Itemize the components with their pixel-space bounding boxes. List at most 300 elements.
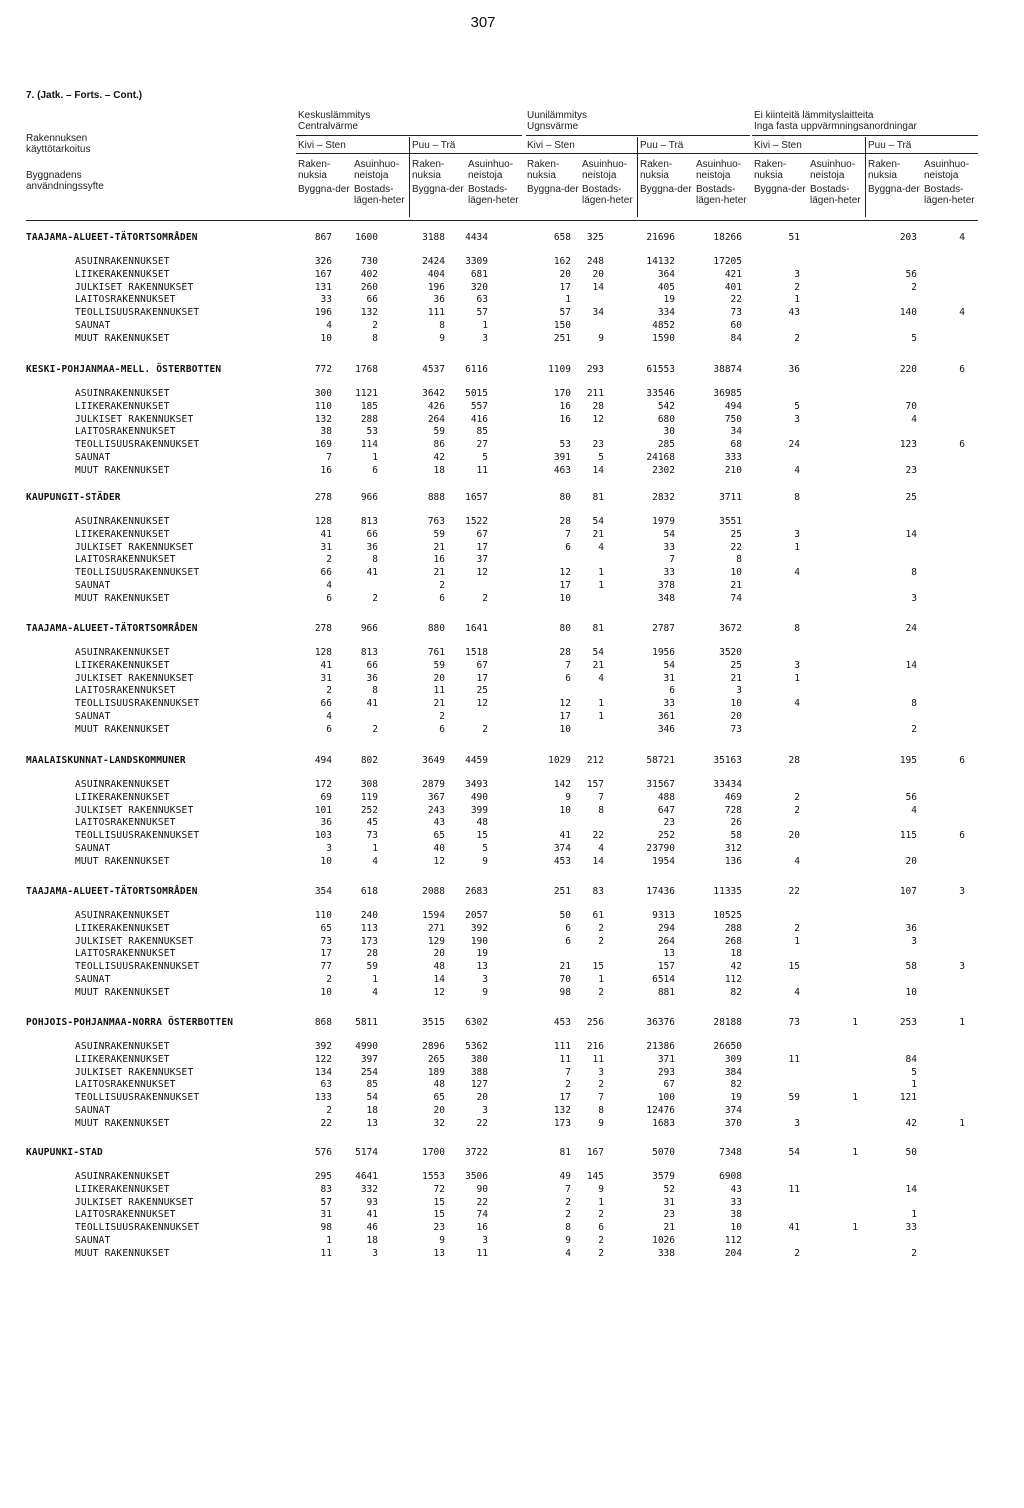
table-cell: 98 (559, 986, 571, 998)
table-cell: 132 (553, 1105, 571, 1116)
table-cell: 658 (553, 232, 571, 243)
col-header-buildings-fi: Raken-nuksia (754, 159, 787, 181)
table-cell: 9 (439, 332, 445, 344)
table-cell: 6 (439, 592, 445, 604)
table-cell: 5362 (465, 1041, 488, 1052)
table-cell: 13 (476, 961, 488, 973)
table-cell: 48 (433, 961, 445, 973)
table-cell: 17 (476, 672, 488, 684)
table-cell: 33546 (646, 388, 675, 399)
table-cell: 494 (314, 755, 332, 766)
table-cell: 8 (911, 567, 917, 579)
table-cell: 190 (470, 935, 488, 947)
table-cell: 248 (586, 256, 604, 267)
table-cell: 1956 (652, 647, 675, 658)
table-cell: 17205 (713, 256, 742, 267)
row-label: TEOLLISUUSRAKENNUKSET (75, 307, 200, 319)
table-cell: 3 (736, 685, 742, 697)
table-cell: 32 (433, 1117, 445, 1129)
table-cell: 60 (730, 320, 742, 331)
group-label: MAALAISKUNNAT-LANDSKOMMUNER (26, 755, 186, 766)
table-cell: 34 (730, 426, 742, 438)
table-cell: 23 (592, 439, 604, 451)
table-cell: 12 (476, 698, 488, 710)
table-row (0, 580, 1024, 592)
table-cell: 18 (366, 1235, 378, 1246)
row-label: TEOLLISUUSRAKENNUKSET (75, 830, 200, 842)
row-label: LAITOSRAKENNUKSET (75, 1209, 176, 1221)
col-header-dwellings-sv: Bostads-lägen-heter (354, 184, 405, 206)
table-row (0, 439, 1024, 451)
table-cell: 325 (586, 232, 604, 243)
table-cell: 3 (482, 1105, 488, 1116)
table-cell: 14 (433, 974, 445, 985)
table-cell: 681 (470, 268, 488, 280)
table-cell: 265 (427, 1053, 445, 1065)
table-cell: 4 (794, 464, 800, 476)
table-cell: 2 (482, 723, 488, 735)
row-label: ASUINRAKENNUKSET (75, 1171, 170, 1182)
table-cell: 469 (724, 791, 742, 803)
table-cell: 33 (663, 698, 675, 710)
table-cell: 333 (724, 452, 742, 463)
group1-subtitle: Centralvärme (298, 121, 359, 132)
col-header-dwellings-sv: Bostads-lägen-heter (582, 184, 633, 206)
table-cell: 576 (314, 1147, 332, 1158)
table-cell: 763 (427, 516, 445, 527)
table-cell: 3520 (719, 647, 742, 658)
table-cell: 58721 (646, 755, 675, 766)
table-cell: 288 (724, 922, 742, 934)
table-cell: 170 (553, 388, 571, 399)
table-cell: 3579 (652, 1171, 675, 1182)
table-cell: 6 (565, 935, 571, 947)
table-cell: 2 (598, 922, 604, 934)
table-cell: 8 (372, 554, 378, 566)
table-cell: 3506 (465, 1171, 488, 1182)
table-cell: 1979 (652, 516, 675, 527)
table-cell: 20 (730, 711, 742, 722)
table-cell: 5 (598, 452, 604, 463)
table-cell: 41 (366, 698, 378, 710)
table-cell: 216 (586, 1041, 604, 1052)
table-cell: 401 (724, 281, 742, 293)
table-cell: 72 (433, 1183, 445, 1195)
row-label: ASUINRAKENNUKSET (75, 256, 170, 267)
table-cell: 54 (663, 659, 675, 671)
table-row (0, 910, 1024, 922)
table-cell: 119 (360, 791, 378, 803)
table-cell: 3 (598, 1066, 604, 1078)
table-cell: 354 (314, 886, 332, 897)
table-cell: 2 (794, 1247, 800, 1259)
table-cell: 2 (598, 1079, 604, 1091)
table-cell: 131 (314, 281, 332, 293)
col-header-dwellings-fi: Asuinhuo-neistoja (468, 159, 514, 181)
table-cell: 42 (730, 961, 742, 973)
table-cell: 6514 (652, 974, 675, 985)
table-cell: 557 (470, 400, 488, 412)
table-row (0, 830, 1024, 842)
table-cell: 13 (366, 1117, 378, 1129)
table-cell: 4 (794, 986, 800, 998)
row-label: SAUNAT (75, 1105, 111, 1116)
table-cell: 54 (592, 647, 604, 658)
group-row (0, 886, 1024, 898)
table-cell: 11 (559, 1053, 571, 1065)
table-cell: 8 (565, 1222, 571, 1234)
table-row (0, 987, 1024, 999)
table-cell: 1 (852, 1017, 858, 1028)
table-cell: 17 (559, 580, 571, 591)
table-cell: 10 (559, 592, 571, 604)
table-cell: 25 (730, 659, 742, 671)
group-row (0, 364, 1024, 376)
col-header-buildings-fi: Raken-nuksia (527, 159, 560, 181)
table-cell: 70 (559, 974, 571, 985)
table-cell: 8 (439, 320, 445, 331)
table-cell: 98 (320, 1222, 332, 1234)
divider-g1 (409, 137, 410, 217)
table-cell: 264 (427, 413, 445, 425)
table-cell: 15 (433, 1209, 445, 1221)
table-cell: 84 (905, 1053, 917, 1065)
table-cell: 24 (788, 439, 800, 451)
row-label: ASUINRAKENNUKSET (75, 779, 170, 790)
table-cell: 20 (433, 672, 445, 684)
table-cell: 453 (553, 855, 571, 867)
table-cell: 3 (794, 1117, 800, 1129)
table-cell: 22 (476, 1196, 488, 1208)
table-row (0, 516, 1024, 528)
table-cell: 300 (314, 388, 332, 399)
group-row (0, 755, 1024, 767)
table-cell: 145 (586, 1171, 604, 1182)
table-cell: 1 (598, 711, 604, 722)
table-cell: 966 (360, 492, 378, 503)
table-cell: 56 (905, 268, 917, 280)
table-cell: 3711 (719, 492, 742, 503)
table-cell: 5174 (355, 1147, 378, 1158)
table-row (0, 426, 1024, 438)
row-label: JULKISET RAKENNUKSET (75, 281, 194, 293)
table-cell: 204 (724, 1247, 742, 1259)
row-label: TEOLLISUUSRAKENNUKSET (75, 1222, 200, 1234)
table-cell: 2 (482, 592, 488, 604)
table-cell: 13 (433, 1247, 445, 1259)
table-cell: 12 (476, 567, 488, 579)
table-cell: 308 (360, 779, 378, 790)
table-cell: 28 (592, 400, 604, 412)
group3-rule (752, 135, 978, 136)
table-cell: 20 (788, 830, 800, 842)
table-cell: 2787 (652, 623, 675, 634)
table-row (0, 1079, 1024, 1091)
table-cell: 1109 (548, 364, 571, 375)
table-cell: 5070 (652, 1147, 675, 1158)
row-label: LIIKERAKENNUKSET (75, 400, 170, 412)
table-cell: 8 (736, 554, 742, 566)
table-cell: 7 (326, 452, 332, 463)
table-cell: 86 (433, 439, 445, 451)
table-cell: 58 (905, 961, 917, 973)
col-header-buildings-sv: Byggna-der (527, 184, 579, 195)
table-cell: 220 (899, 364, 917, 375)
continuation-label: 7. (Jatk. – Forts. – Cont.) (26, 90, 143, 101)
row-label: TEOLLISUUSRAKENNUKSET (75, 567, 200, 579)
table-cell: 10525 (713, 910, 742, 921)
table-cell: 34 (592, 307, 604, 319)
table-cell: 966 (360, 623, 378, 634)
table-row (0, 1184, 1024, 1196)
table-cell: 189 (427, 1066, 445, 1078)
table-cell: 3642 (422, 388, 445, 399)
table-cell: 404 (427, 268, 445, 280)
table-cell: 7348 (719, 1147, 742, 1158)
table-cell: 12 (433, 855, 445, 867)
table-cell: 112 (724, 1235, 742, 1246)
table-cell: 3672 (719, 623, 742, 634)
table-cell: 150 (553, 320, 571, 331)
table-cell: 2057 (465, 910, 488, 921)
col-header-dwellings-sv: Bostads-lägen-heter (810, 184, 861, 206)
table-cell: 122 (314, 1053, 332, 1065)
table-cell: 81 (592, 492, 604, 503)
table-cell: 85 (476, 426, 488, 438)
table-cell: 3 (959, 961, 965, 973)
table-row (0, 465, 1024, 477)
table-cell: 1 (326, 1235, 332, 1246)
row-label: JULKISET RAKENNUKSET (75, 804, 194, 816)
table-cell: 2424 (422, 256, 445, 267)
table-cell: 8 (372, 332, 378, 344)
table-cell: 66 (320, 698, 332, 710)
table-cell: 8 (372, 685, 378, 697)
row-label-fi: Rakennuksen käyttötarkoitus (26, 133, 91, 155)
divider-g3 (865, 137, 866, 217)
table-cell: 1518 (465, 647, 488, 658)
table-cell: 27 (476, 439, 488, 451)
table-row (0, 593, 1024, 605)
table-cell: 110 (314, 910, 332, 921)
table-cell: 37 (476, 554, 488, 566)
table-cell: 133 (314, 1092, 332, 1104)
table-cell: 326 (314, 256, 332, 267)
table-cell: 1 (959, 1017, 965, 1028)
table-cell: 50 (905, 1147, 917, 1158)
table-cell: 293 (586, 364, 604, 375)
table-cell: 128 (314, 647, 332, 658)
group1-rule (296, 135, 522, 136)
table-cell: 251 (553, 332, 571, 344)
group-label: TAAJAMA-ALUEET-TÄTORTSOMRÅDEN (26, 886, 198, 897)
table-cell: 3 (326, 843, 332, 854)
table-cell: 21696 (646, 232, 675, 243)
table-cell: 5811 (355, 1017, 378, 1028)
table-cell: 2 (439, 711, 445, 722)
table-cell: 66 (366, 528, 378, 540)
material-g3-wood: Puu – Trä (868, 140, 912, 151)
table-cell: 4 (598, 843, 604, 854)
table-cell: 35163 (713, 755, 742, 766)
table-cell: 9313 (652, 910, 675, 921)
table-cell: 6302 (465, 1017, 488, 1028)
table-cell: 61 (592, 910, 604, 921)
table-row (0, 792, 1024, 804)
table-cell: 134 (314, 1066, 332, 1078)
table-cell: 69 (320, 791, 332, 803)
table-cell: 618 (360, 886, 378, 897)
col-header-dwellings-fi: Asuinhuo-neistoja (924, 159, 970, 181)
group3-subtitle: Inga fasta uppvärmningsanordningar (754, 121, 917, 132)
table-cell: 2879 (422, 779, 445, 790)
table-cell: 772 (314, 364, 332, 375)
table-cell: 3 (794, 268, 800, 280)
table-cell: 4641 (355, 1171, 378, 1182)
table-cell: 397 (360, 1053, 378, 1065)
table-cell: 7 (598, 1092, 604, 1104)
table-cell: 51 (788, 232, 800, 243)
table-cell: 73 (788, 1017, 800, 1028)
table-row (0, 333, 1024, 345)
table-cell: 61553 (646, 364, 675, 375)
table-cell: 240 (360, 910, 378, 921)
table-cell: 3309 (465, 256, 488, 267)
group-label: KAUPUNKI-STAD (26, 1147, 103, 1158)
table-cell: 173 (553, 1117, 571, 1129)
table-row (0, 1092, 1024, 1104)
table-cell: 14 (905, 659, 917, 671)
table-cell: 7 (565, 1183, 571, 1195)
table-row (0, 647, 1024, 659)
table-row (0, 567, 1024, 579)
table-cell: 1 (959, 1117, 965, 1129)
table-cell: 453 (553, 1017, 571, 1028)
table-cell: 4990 (355, 1041, 378, 1052)
table-cell: 19 (730, 1092, 742, 1104)
table-cell: 36 (366, 672, 378, 684)
table-cell: 9 (482, 855, 488, 867)
table-cell: 9 (598, 332, 604, 344)
table-row (0, 1054, 1024, 1066)
table-cell: 167 (586, 1147, 604, 1158)
table-cell: 802 (360, 755, 378, 766)
table-cell: 16 (476, 1222, 488, 1234)
table-cell: 100 (657, 1092, 675, 1104)
table-cell: 36 (433, 294, 445, 306)
table-cell: 10 (730, 567, 742, 579)
table-cell: 195 (899, 755, 917, 766)
table-cell: 41 (320, 659, 332, 671)
row-label: TEOLLISUUSRAKENNUKSET (75, 698, 200, 710)
table-cell: 21 (730, 672, 742, 684)
row-label: SAUNAT (75, 974, 111, 985)
table-cell: 41 (320, 528, 332, 540)
table-row (0, 711, 1024, 723)
table-row (0, 843, 1024, 855)
col-header-buildings-fi: Raken-nuksia (868, 159, 901, 181)
table-cell: 115 (899, 830, 917, 842)
table-cell: 294 (657, 922, 675, 934)
table-cell: 140 (899, 307, 917, 319)
table-cell: 12 (559, 698, 571, 710)
table-cell: 45 (366, 817, 378, 829)
table-cell: 1 (565, 294, 571, 306)
table-cell: 121 (899, 1092, 917, 1104)
table-cell: 38 (730, 1209, 742, 1221)
table-row (0, 1197, 1024, 1209)
table-cell: 364 (657, 268, 675, 280)
table-cell: 5 (794, 400, 800, 412)
table-row (0, 542, 1024, 554)
row-label: LIIKERAKENNUKSET (75, 791, 170, 803)
table-row (0, 698, 1024, 710)
table-row (0, 660, 1024, 672)
row-label: JULKISET RAKENNUKSET (75, 541, 194, 553)
table-cell: 16 (433, 554, 445, 566)
table-cell: 54 (366, 1092, 378, 1104)
row-label: LIIKERAKENNUKSET (75, 1183, 170, 1195)
table-cell: 268 (724, 935, 742, 947)
table-cell: 157 (657, 961, 675, 973)
table-cell: 28 (788, 755, 800, 766)
table-cell: 4 (326, 711, 332, 722)
table-cell: 391 (553, 452, 571, 463)
table-cell: 81 (592, 623, 604, 634)
table-cell: 1 (372, 843, 378, 854)
table-row (0, 529, 1024, 541)
table-cell: 20 (433, 1105, 445, 1116)
table-cell: 15 (592, 961, 604, 973)
table-cell: 542 (657, 400, 675, 412)
table-cell: 18 (366, 1105, 378, 1116)
table-row (0, 817, 1024, 829)
table-cell: 42 (433, 452, 445, 463)
table-cell: 66 (366, 294, 378, 306)
table-cell: 2 (794, 804, 800, 816)
table-cell: 12 (433, 986, 445, 998)
table-cell: 9 (439, 1235, 445, 1246)
table-cell: 2088 (422, 886, 445, 897)
table-row (0, 452, 1024, 464)
group3-title: Ei kiinteitä lämmityslaitteita (754, 110, 874, 121)
table-cell: 142 (553, 779, 571, 790)
table-cell: 11 (788, 1053, 800, 1065)
table-cell: 16 (559, 400, 571, 412)
table-row (0, 414, 1024, 426)
table-cell: 17 (559, 711, 571, 722)
table-cell: 173 (360, 935, 378, 947)
table-cell: 28188 (713, 1017, 742, 1028)
table-cell: 90 (476, 1183, 488, 1195)
group-row (0, 492, 1024, 504)
table-cell: 93 (366, 1196, 378, 1208)
row-label: LAITOSRAKENNUKSET (75, 294, 176, 306)
table-row (0, 673, 1024, 685)
material-g2-wood: Puu – Trä (640, 140, 684, 151)
col-header-dwellings-sv: Bostads-lägen-heter (924, 184, 975, 206)
table-cell: 1594 (422, 910, 445, 921)
table-cell: 162 (553, 256, 571, 267)
table-cell: 380 (470, 1053, 488, 1065)
table-cell: 43 (730, 1183, 742, 1195)
table-cell: 348 (657, 592, 675, 604)
table-cell: 65 (433, 1092, 445, 1104)
table-row (0, 1067, 1024, 1079)
table-cell: 2 (565, 1079, 571, 1091)
table-cell: 2 (598, 1247, 604, 1259)
table-cell: 7 (565, 659, 571, 671)
